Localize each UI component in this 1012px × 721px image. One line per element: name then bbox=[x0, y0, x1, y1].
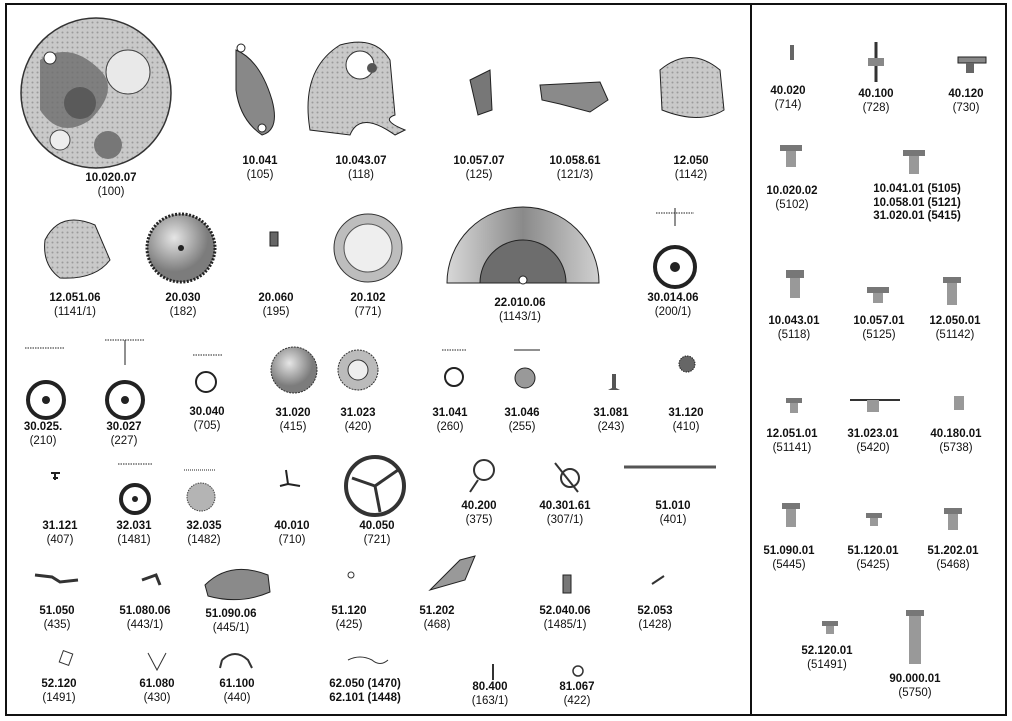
screw-ref: (5125) bbox=[862, 328, 896, 341]
part-ref: (401) bbox=[659, 513, 687, 526]
screw-51202-illustration bbox=[944, 508, 962, 530]
part-number: 30.014.06 bbox=[647, 292, 699, 304]
part-ref: (1481) bbox=[117, 533, 151, 546]
screw-12050-illustration bbox=[943, 277, 961, 305]
screw-number-2: 10.058.01 (5121) bbox=[873, 196, 961, 209]
part-52040-illustration bbox=[563, 575, 571, 593]
screw-10043-illustration bbox=[786, 270, 804, 298]
part-40010-illustration bbox=[280, 470, 300, 486]
wheel-32031-illustration bbox=[118, 464, 152, 513]
screw-number: 12.050.01 bbox=[929, 315, 981, 327]
screw-10041-illustration bbox=[903, 150, 925, 174]
part-label bbox=[593, 407, 628, 434]
screw-number: 40.100 bbox=[858, 88, 894, 100]
wheel-31020-illustration bbox=[271, 347, 317, 393]
part-number: 22.010.06 bbox=[494, 297, 546, 309]
part-62050-illustration bbox=[348, 657, 388, 664]
part-ref: (200/1) bbox=[654, 305, 692, 318]
part-number: 10.057.07 bbox=[453, 155, 505, 167]
screw-label bbox=[763, 545, 814, 572]
part-label bbox=[329, 678, 401, 705]
part-label bbox=[258, 292, 293, 319]
part-label bbox=[549, 155, 600, 182]
part-51080-illustration bbox=[142, 575, 160, 585]
screw-number: 40.020 bbox=[770, 85, 806, 97]
part-number: 62.050 (1470) bbox=[329, 678, 401, 690]
part-label bbox=[116, 520, 151, 547]
part-number: 20.030 bbox=[165, 292, 201, 304]
part-number: 52.040.06 bbox=[539, 605, 591, 617]
part-ref: (260) bbox=[436, 420, 464, 433]
wheel-32035-illustration bbox=[184, 470, 215, 511]
screw-label bbox=[766, 428, 817, 455]
part-ref: (1142) bbox=[674, 168, 708, 181]
part-label bbox=[655, 500, 690, 527]
screw-40180-illustration bbox=[954, 396, 964, 410]
barrel-illustration bbox=[147, 214, 215, 282]
part-ref: (255) bbox=[508, 420, 536, 433]
rotor-illustration bbox=[447, 207, 599, 284]
part-number: 30.027 bbox=[106, 421, 142, 433]
screw-ref: (5738) bbox=[939, 441, 973, 454]
mainplate-illustration bbox=[21, 18, 171, 168]
screw-label bbox=[768, 315, 819, 342]
part-label bbox=[119, 605, 170, 632]
part-number: 52.120 bbox=[41, 678, 77, 690]
screw-number: 51.090.01 bbox=[763, 545, 815, 557]
part-number: 52.053 bbox=[637, 605, 673, 617]
part-ref: (195) bbox=[262, 305, 290, 318]
part-number: 20.060 bbox=[258, 292, 294, 304]
screw-number: 10.057.01 bbox=[853, 315, 905, 327]
part-number: 51.090.06 bbox=[205, 608, 257, 620]
part-number: 80.400 bbox=[472, 681, 508, 693]
pinion-31081-illustration bbox=[608, 374, 620, 390]
screw-label bbox=[766, 185, 817, 212]
part-label bbox=[335, 155, 386, 182]
part-ref: (422) bbox=[563, 694, 591, 707]
part-ref: (375) bbox=[465, 513, 493, 526]
screw-label bbox=[930, 428, 981, 455]
bridge-10043-illustration bbox=[308, 42, 405, 135]
lever-10057-illustration bbox=[470, 70, 492, 115]
part-number: 51.050 bbox=[39, 605, 75, 617]
screw-10020-illustration bbox=[780, 145, 802, 167]
part-number: 31.121 bbox=[42, 520, 78, 532]
screw-10057-illustration bbox=[867, 287, 889, 303]
part-51202-illustration bbox=[430, 556, 475, 590]
screw-52120-illustration bbox=[822, 621, 838, 634]
part-number: 51.202 bbox=[419, 605, 455, 617]
part-label bbox=[350, 292, 385, 319]
wheel-31041-illustration bbox=[442, 350, 466, 386]
screw-ref: (51491) bbox=[807, 658, 847, 671]
part-label bbox=[165, 292, 200, 319]
screw-31023-illustration bbox=[850, 400, 900, 412]
part-number: 51.010 bbox=[655, 500, 691, 512]
part-ref: (210) bbox=[29, 434, 57, 447]
part-label bbox=[275, 407, 310, 434]
part-label bbox=[42, 520, 77, 547]
screw-51090-illustration bbox=[782, 503, 800, 527]
part-label bbox=[461, 500, 496, 527]
part-ref: (100) bbox=[97, 185, 125, 198]
part-label bbox=[24, 421, 62, 448]
part-label bbox=[39, 605, 74, 632]
screw-label bbox=[847, 428, 898, 455]
part-number: 31.023 bbox=[340, 407, 376, 419]
part-number: 12.051.06 bbox=[49, 292, 101, 304]
part-number: 10.058.61 bbox=[549, 155, 601, 167]
bridge-12051-illustration bbox=[45, 220, 110, 278]
screw-number: 10.043.01 bbox=[768, 315, 820, 327]
part-61100-illustration bbox=[220, 654, 252, 668]
part-31121-illustration bbox=[51, 473, 60, 480]
bridge-10041-illustration bbox=[236, 44, 274, 135]
part-ref: (443/1) bbox=[126, 618, 164, 631]
part-ref: (415) bbox=[279, 420, 307, 433]
part-61080-illustration bbox=[148, 653, 166, 670]
part-label bbox=[668, 407, 703, 434]
part-label bbox=[504, 407, 539, 434]
part-52120-illustration bbox=[59, 651, 73, 666]
part-label bbox=[359, 520, 394, 547]
part-label bbox=[340, 407, 375, 434]
screw-ref: (51142) bbox=[935, 328, 975, 341]
part-number-2: 62.101 (1448) bbox=[329, 691, 401, 704]
part-label bbox=[85, 172, 136, 199]
part-ref: (468) bbox=[423, 618, 451, 631]
part-label bbox=[673, 155, 708, 182]
arbor-illustration bbox=[270, 232, 278, 246]
part-number: 40.010 bbox=[274, 520, 310, 532]
screw-label bbox=[858, 88, 893, 115]
screw-ref: (5750) bbox=[898, 686, 932, 699]
part-label bbox=[419, 605, 454, 632]
wheel-31120-illustration bbox=[679, 356, 695, 372]
part-number: 81.067 bbox=[559, 681, 595, 693]
screw-number: 52.120.01 bbox=[801, 645, 853, 657]
part-ref: (407) bbox=[46, 533, 74, 546]
part-40301-illustration bbox=[555, 463, 579, 492]
part-label bbox=[139, 678, 174, 705]
part-ref: (425) bbox=[335, 618, 363, 631]
part-number: 10.043.07 bbox=[335, 155, 387, 167]
part-ref: (705) bbox=[193, 419, 221, 432]
screw-ref: (730) bbox=[952, 101, 980, 114]
part-label bbox=[49, 292, 100, 319]
part-number: 31.041 bbox=[432, 407, 468, 419]
screw-ref: (714) bbox=[774, 98, 802, 111]
screw-ref: (5420) bbox=[856, 441, 890, 454]
part-ref: (445/1) bbox=[212, 621, 250, 634]
part-label bbox=[331, 605, 366, 632]
screw-number: 40.180.01 bbox=[930, 428, 982, 440]
screw-number: 90.000.01 bbox=[889, 673, 941, 685]
part-40200-illustration bbox=[470, 460, 494, 492]
part-51050-illustration bbox=[35, 575, 78, 582]
mainspring-illustration bbox=[334, 214, 402, 282]
part-51090-illustration bbox=[205, 569, 270, 599]
part-label bbox=[186, 520, 221, 547]
screw-number: 31.023.01 bbox=[847, 428, 899, 440]
part-number: 31.046 bbox=[504, 407, 540, 419]
part-number: 32.031 bbox=[116, 520, 152, 532]
screw-ref: (51141) bbox=[772, 441, 812, 454]
part-number: 30.025. bbox=[23, 421, 63, 433]
screw-number: 51.202.01 bbox=[927, 545, 979, 557]
part-label bbox=[432, 407, 467, 434]
screw-label bbox=[853, 315, 904, 342]
screw-number: 10.041.01 (5105) bbox=[873, 183, 961, 195]
part-number: 10.020.07 bbox=[85, 172, 137, 184]
part-number: 40.301.61 bbox=[539, 500, 591, 512]
part-number: 20.102 bbox=[350, 292, 386, 304]
screw-12051-illustration bbox=[786, 398, 802, 413]
wheel-30040-illustration bbox=[193, 355, 222, 392]
screw-40120-illustration bbox=[958, 57, 986, 73]
part-number: 51.080.06 bbox=[119, 605, 171, 617]
screw-number-3: 31.020.01 (5415) bbox=[873, 210, 961, 222]
part-label bbox=[539, 500, 590, 527]
screw-51120-illustration bbox=[866, 513, 882, 526]
screw-label bbox=[929, 315, 980, 342]
screw-ref: (5118) bbox=[777, 328, 811, 341]
part-number: 61.100 bbox=[219, 678, 255, 690]
part-number: 40.050 bbox=[359, 520, 395, 532]
part-ref: (430) bbox=[143, 691, 171, 704]
part-ref: (1482) bbox=[187, 533, 221, 546]
part-ref: (121/3) bbox=[556, 168, 594, 181]
part-81067-illustration bbox=[573, 666, 583, 676]
screw-ref: (5468) bbox=[936, 558, 970, 571]
part-ref: (721) bbox=[363, 533, 391, 546]
part-ref: (1428) bbox=[638, 618, 672, 631]
part-ref: (1485/1) bbox=[543, 618, 587, 631]
part-ref: (420) bbox=[344, 420, 372, 433]
screw-label bbox=[927, 545, 978, 572]
screw-ref: (5102) bbox=[775, 198, 809, 211]
screw-number: 10.020.02 bbox=[766, 185, 818, 197]
screw-number: 40.120 bbox=[948, 88, 984, 100]
part-ref: (243) bbox=[597, 420, 625, 433]
balance-illustration bbox=[346, 457, 404, 515]
part-ref: (1491) bbox=[42, 691, 76, 704]
part-number: 32.035 bbox=[186, 520, 222, 532]
part-label bbox=[539, 605, 590, 632]
part-label bbox=[559, 681, 594, 708]
part-label bbox=[242, 155, 277, 182]
part-label bbox=[205, 608, 256, 635]
wheel-30025-illustration bbox=[25, 348, 65, 418]
bridge-10058-illustration bbox=[540, 82, 608, 112]
part-number: 10.041 bbox=[242, 155, 278, 167]
part-ref: (435) bbox=[43, 618, 71, 631]
wheel-30014-illustration bbox=[655, 208, 695, 287]
part-ref: (227) bbox=[110, 434, 138, 447]
part-label bbox=[41, 678, 76, 705]
wheel-30027-illustration bbox=[105, 340, 145, 418]
part-ref: (307/1) bbox=[546, 513, 584, 526]
part-number: 31.020 bbox=[275, 407, 311, 419]
screw-label bbox=[889, 673, 940, 700]
screw-ref: (5425) bbox=[856, 558, 890, 571]
part-number: 40.200 bbox=[461, 500, 497, 512]
part-ref: (410) bbox=[672, 420, 700, 433]
screw-number: 12.051.01 bbox=[766, 428, 818, 440]
part-label bbox=[453, 155, 504, 182]
part-label bbox=[189, 406, 224, 433]
part-number: 51.120 bbox=[331, 605, 367, 617]
screw-40100-illustration bbox=[868, 42, 884, 82]
part-ref: (771) bbox=[354, 305, 382, 318]
screw-40020-illustration bbox=[790, 45, 794, 60]
part-number: 12.050 bbox=[673, 155, 709, 167]
screw-label bbox=[847, 545, 898, 572]
part-ref: (163/1) bbox=[471, 694, 509, 707]
part-ref: (105) bbox=[246, 168, 274, 181]
part-52053-illustration bbox=[652, 576, 664, 584]
part-label bbox=[494, 297, 545, 324]
part-ref: (125) bbox=[465, 168, 493, 181]
wheel-31046-illustration bbox=[514, 350, 540, 388]
wheel-31023-illustration bbox=[338, 350, 378, 390]
part-label bbox=[647, 292, 698, 319]
screw-label bbox=[801, 645, 852, 672]
screw-label bbox=[770, 85, 805, 112]
part-label bbox=[472, 681, 508, 708]
part-ref: (440) bbox=[223, 691, 251, 704]
part-number: 31.081 bbox=[593, 407, 629, 419]
part-ref: (1143/1) bbox=[499, 310, 541, 323]
bridge-12050-illustration bbox=[660, 58, 724, 118]
screw-90000-illustration bbox=[906, 610, 924, 664]
screw-ref: (728) bbox=[862, 101, 890, 114]
part-ref: (182) bbox=[169, 305, 197, 318]
part-51120-illustration bbox=[348, 572, 354, 578]
part-ref: (710) bbox=[278, 533, 306, 546]
screw-label bbox=[873, 183, 961, 224]
screw-ref: (5445) bbox=[772, 558, 806, 571]
part-number: 61.080 bbox=[139, 678, 175, 690]
part-label bbox=[219, 678, 254, 705]
part-number: 31.120 bbox=[668, 407, 704, 419]
part-number: 30.040 bbox=[189, 406, 225, 418]
part-label bbox=[106, 421, 141, 448]
screw-number: 51.120.01 bbox=[847, 545, 899, 557]
screw-label bbox=[948, 88, 983, 115]
part-label bbox=[274, 520, 309, 547]
part-label bbox=[637, 605, 672, 632]
part-ref: (1141/1) bbox=[54, 305, 96, 318]
part-ref: (118) bbox=[347, 168, 374, 181]
